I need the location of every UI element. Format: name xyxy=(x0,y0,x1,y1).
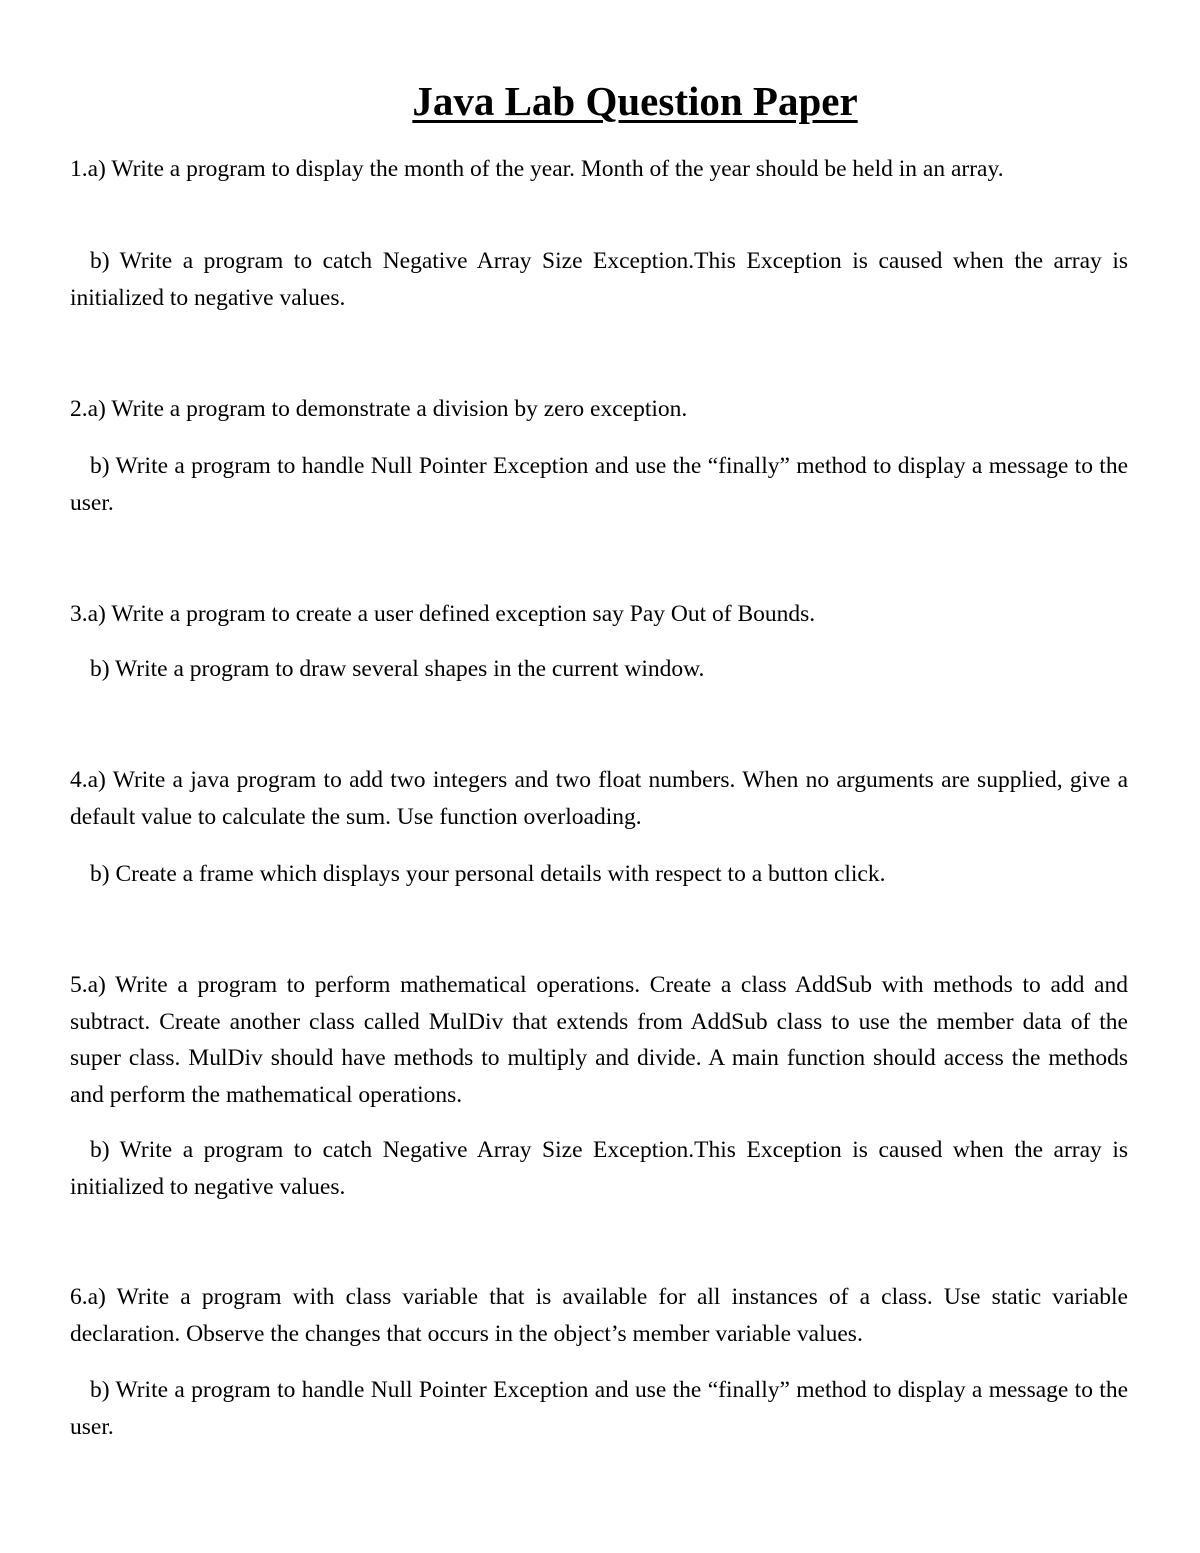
question-6b: b) Write a program to handle Null Pointer Exception and use the “finally” method to display a message to the user. xyxy=(70,1377,1128,1440)
question-3b: b) Write a program to draw several shapes in the current window. xyxy=(90,656,705,682)
question-2a: 2.a) Write a program to demonstrate a division by zero exception. xyxy=(70,396,688,422)
page-title: Java Lab Question Paper xyxy=(412,78,858,124)
question-2b: b) Write a program to handle Null Pointer Exception and use the “finally” method to display a message to the user. xyxy=(70,453,1128,516)
question-4a: 4.a) Write a java program to add two integers and two float numbers. When no arguments are supplied, give a default value to calculate the sum. Use function overloading. xyxy=(70,767,1128,830)
question-6a: 6.a) Write a program with class variable that is available for all instances of a class. Use static variable declaration. Observe the changes that occurs in the object’s member variable values. xyxy=(70,1284,1128,1347)
question-1a: 1.a) Write a program to display the month of the year. Month of the year should be held in an array. xyxy=(70,156,1004,182)
question-4b: b) Create a frame which displays your personal details with respect to a button click. xyxy=(90,861,886,887)
question-1b: b) Write a program to catch Negative Array Size Exception.This Exception is caused when the array is initialized to negative values. xyxy=(70,248,1128,311)
question-5a: 5.a) Write a program to perform mathematical operations. Create a class AddSub with methods to add and subtract. Create another class called MulDiv that extends from AddSub class to use the member data of the super class. MulDiv should have methods to multiply and divide. A main function should access the methods and perform the mathematical operations. xyxy=(70,972,1128,1108)
question-5b: b) Write a program to catch Negative Array Size Exception.This Exception is caused when the array is initialized to negative values. xyxy=(70,1137,1128,1200)
question-3a: 3.a) Write a program to create a user defined exception say Pay Out of Bounds. xyxy=(70,601,816,627)
